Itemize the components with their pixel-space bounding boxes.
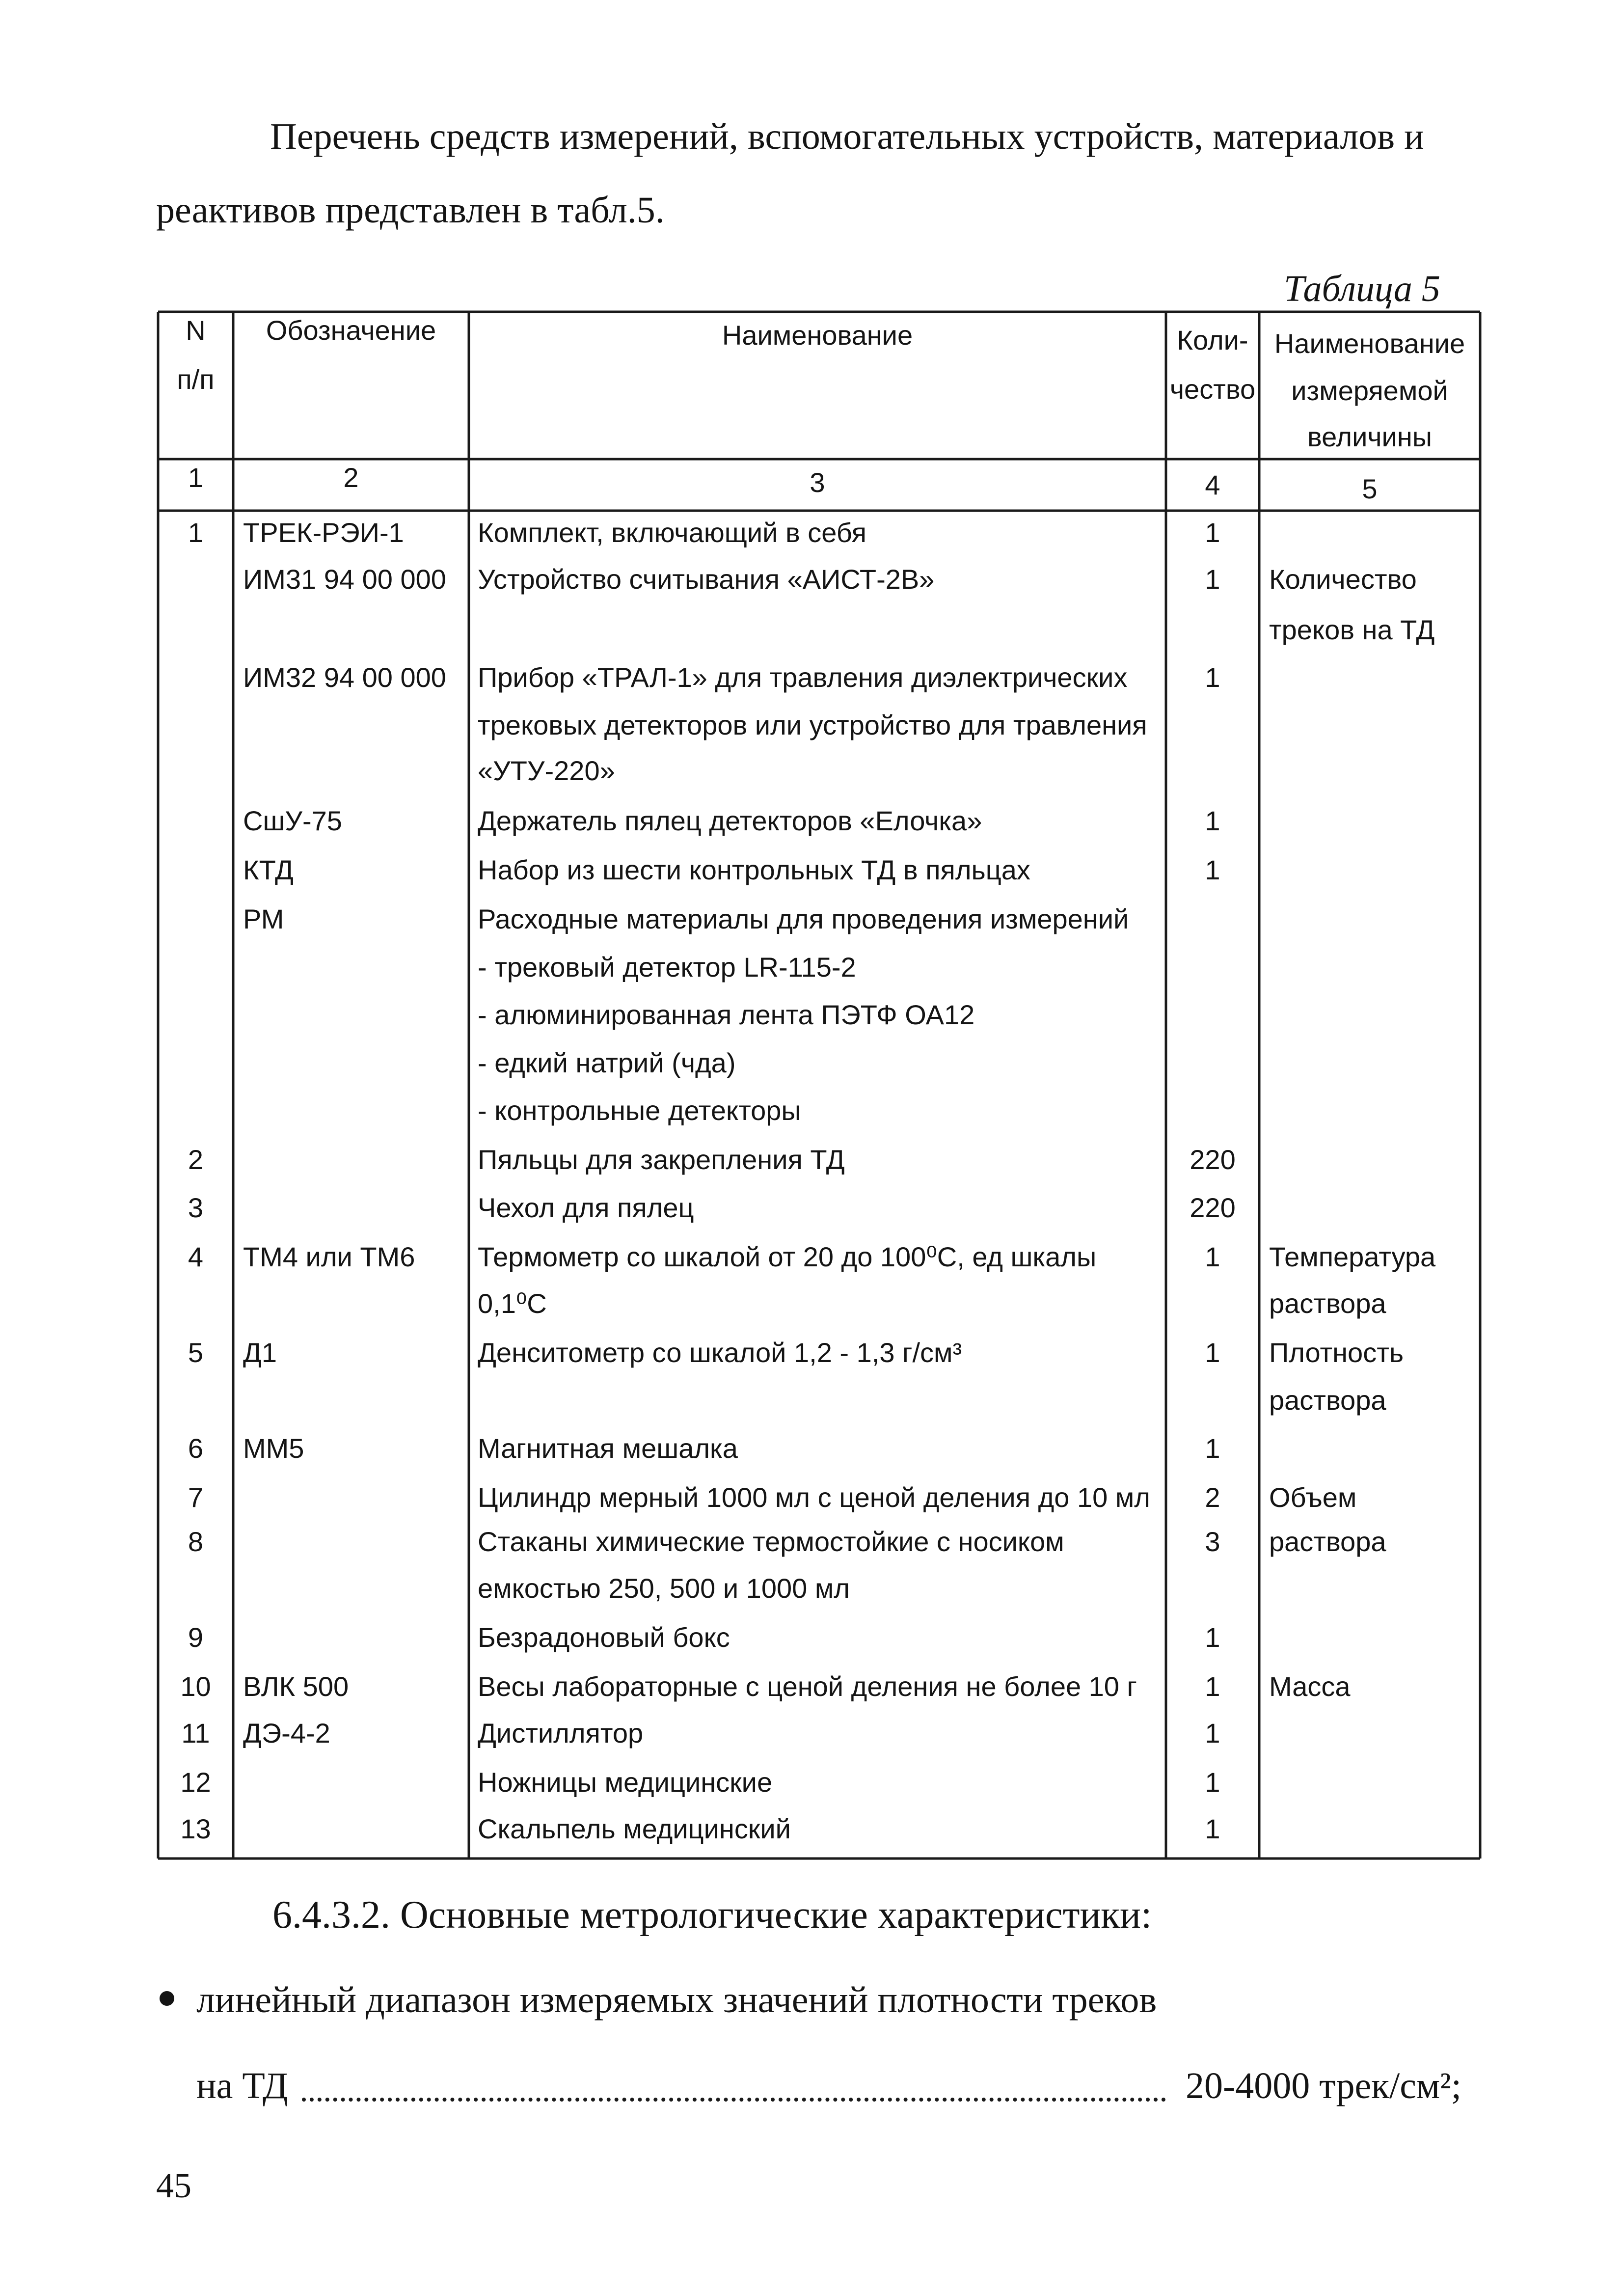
table-cell-name: Стаканы химические термостойкие с носиком bbox=[478, 1526, 1064, 1557]
table-cell-code: Д1 bbox=[243, 1337, 277, 1368]
table-cell-qty: 1 bbox=[1205, 1241, 1220, 1272]
dot-leader bbox=[302, 2078, 1166, 2102]
table-cell-qty: 220 bbox=[1190, 1192, 1236, 1223]
header-qty-line1: Коли- bbox=[1177, 325, 1248, 355]
table-cell-meas: раствора bbox=[1269, 1288, 1386, 1319]
table-cell-code: ТМ4 или ТМ6 bbox=[243, 1241, 415, 1272]
table-cell-name: Пяльцы для закрепления ТД bbox=[478, 1144, 845, 1175]
table-cell-name: Прибор «ТРАЛ-1» для травления диэлектрических bbox=[478, 662, 1128, 693]
column-number: 4 bbox=[1205, 469, 1220, 500]
table-cell-qty: 1 bbox=[1205, 1622, 1220, 1653]
table-cell-qty: 1 bbox=[1205, 1718, 1220, 1749]
table-cell-meas: Температура bbox=[1269, 1241, 1436, 1272]
table-cell-code: ВЛК 500 bbox=[243, 1671, 349, 1702]
table-cell-name: Денситометр со шкалой 1,2 - 1,3 г/см³ bbox=[478, 1337, 962, 1368]
table-cell-name: Комплект, включающий в себя bbox=[478, 517, 866, 548]
table-cell-meas: Количество bbox=[1269, 564, 1417, 595]
section-title: 6.4.3.2. Основные метрологические характеристики: bbox=[272, 1893, 1152, 1937]
header-meas-line1: Наименование bbox=[1274, 328, 1465, 359]
intro-line-1: Перечень средств измерений, вспомогательных устройств, материалов и bbox=[270, 116, 1424, 157]
table-cell-name: емкостью 250, 500 и 1000 мл bbox=[478, 1573, 850, 1604]
table-cell-code: СшУ-75 bbox=[243, 805, 342, 836]
table-cell-qty: 1 bbox=[1205, 517, 1220, 548]
table-cell-code: ММ5 bbox=[243, 1433, 304, 1464]
table-cell-name: Цилиндр мерный 1000 мл с ценой деления до 10 мл bbox=[478, 1482, 1150, 1513]
header-num-line2: п/п bbox=[177, 364, 215, 395]
header-name: Наименование bbox=[722, 320, 913, 351]
table-cell-num: 6 bbox=[188, 1433, 204, 1464]
table-cell-qty: 1 bbox=[1205, 1813, 1220, 1844]
table-cell-name: «УТУ-220» bbox=[478, 755, 615, 786]
header-designation: Обозначение bbox=[266, 315, 436, 346]
table-cell-code: РМ bbox=[243, 903, 284, 934]
header-qty-line2: чество bbox=[1169, 374, 1256, 405]
table-cell-name: Набор из шести контрольных ТД в пяльцах bbox=[478, 854, 1030, 885]
table-cell-name: - едкий натрий (чда) bbox=[478, 1047, 736, 1078]
table-cell-meas: Масса bbox=[1269, 1671, 1351, 1702]
table-cell-num: 4 bbox=[188, 1241, 204, 1272]
table-cell-name: - трековый детектор LR-115-2 bbox=[478, 952, 856, 983]
table-cell-qty: 220 bbox=[1190, 1144, 1236, 1175]
table-cell-name: Магнитная мешалка bbox=[478, 1433, 738, 1464]
header-num-line1: N bbox=[186, 315, 206, 346]
table-cell-num: 12 bbox=[180, 1767, 211, 1798]
table-cell-name: трековых детекторов или устройство для травления bbox=[478, 710, 1147, 740]
table-cell-qty: 1 bbox=[1205, 1433, 1220, 1464]
table-cell-meas: раствора bbox=[1269, 1526, 1386, 1557]
table-cell-num: 7 bbox=[188, 1482, 204, 1513]
table-caption: Таблица 5 bbox=[1284, 268, 1440, 309]
column-number: 5 bbox=[1362, 473, 1378, 504]
table-cell-name: Держатель пялец детекторов «Елочка» bbox=[478, 805, 982, 836]
column-number: 3 bbox=[810, 467, 825, 498]
table-cell-num: 5 bbox=[188, 1337, 204, 1368]
table-cell-qty: 1 bbox=[1205, 662, 1220, 693]
table-cell-name: Термометр со шкалой от 20 до 100⁰С, ед шкалы bbox=[478, 1241, 1097, 1272]
table-cell-qty: 1 bbox=[1205, 1337, 1220, 1368]
table-cell-name: Ножницы медицинские bbox=[478, 1767, 773, 1798]
table-cell-num: 3 bbox=[188, 1192, 204, 1223]
table-cell-meas: Плотность bbox=[1269, 1337, 1404, 1368]
bullet-marker bbox=[160, 1991, 174, 2006]
header-meas-line3: величины bbox=[1307, 421, 1432, 452]
table-cell-num: 9 bbox=[188, 1622, 204, 1653]
table-cell-name: - алюминированная лента ПЭТФ ОА12 bbox=[478, 999, 975, 1030]
table-cell-name: Чехол для пялец bbox=[478, 1192, 694, 1223]
table-cell-code: ТРЕК-РЭИ-1 bbox=[243, 517, 404, 548]
bullet-line-2-label: на ТД bbox=[196, 2065, 288, 2106]
table-cell-num: 10 bbox=[180, 1671, 211, 1702]
table-cell-name: Скальпель медицинский bbox=[478, 1813, 791, 1844]
table-cell-num: 13 bbox=[180, 1813, 211, 1844]
table-cell-name: 0,1⁰С bbox=[478, 1288, 547, 1319]
table-cell-num: 2 bbox=[188, 1144, 204, 1175]
table-cell-code: ДЭ-4-2 bbox=[243, 1718, 330, 1749]
bullet-line-2-value: 20-4000 трек/см²; bbox=[1186, 2065, 1461, 2106]
column-number: 1 bbox=[188, 462, 204, 493]
table-cell-qty: 2 bbox=[1205, 1482, 1220, 1513]
table-cell-code: ИМ31 94 00 000 bbox=[243, 564, 446, 595]
bullet-line-1: линейный диапазон измеряемых значений плотности треков bbox=[196, 1979, 1157, 2021]
table-cell-qty: 1 bbox=[1205, 854, 1220, 885]
table-cell-meas: треков на ТД bbox=[1269, 614, 1435, 645]
header-meas-line2: измеряемой bbox=[1291, 375, 1448, 406]
table-cell-qty: 1 bbox=[1205, 1671, 1220, 1702]
table-cell-name: - контрольные детекторы bbox=[478, 1095, 801, 1126]
intro-line-2: реактивов представлен в табл.5. bbox=[156, 190, 665, 231]
table-cell-meas: Объем bbox=[1269, 1482, 1357, 1513]
table-cell-code: ИМ32 94 00 000 bbox=[243, 662, 446, 693]
table-cell-meas: раствора bbox=[1269, 1385, 1386, 1416]
table-cell-code: КТД bbox=[243, 854, 294, 885]
column-number: 2 bbox=[343, 462, 359, 493]
table-cell-name: Весы лабораторные с ценой деления не более 10 г bbox=[478, 1671, 1137, 1702]
table-cell-num: 8 bbox=[188, 1526, 204, 1557]
table-cell-num: 1 bbox=[188, 517, 204, 548]
table-cell-qty: 1 bbox=[1205, 564, 1220, 595]
table-cell-name: Безрадоновый бокс bbox=[478, 1622, 730, 1653]
table-cell-name: Расходные материалы для проведения измерений bbox=[478, 903, 1129, 934]
table-cell-num: 11 bbox=[181, 1718, 210, 1749]
page-number: 45 bbox=[156, 2166, 191, 2205]
table-cell-qty: 1 bbox=[1205, 1767, 1220, 1798]
table-cell-name: Дистиллятор bbox=[478, 1718, 644, 1749]
table-cell-name: Устройство считывания «АИСТ-2В» bbox=[478, 564, 935, 595]
table-cell-qty: 1 bbox=[1205, 805, 1220, 836]
table-cell-qty: 3 bbox=[1205, 1526, 1220, 1557]
